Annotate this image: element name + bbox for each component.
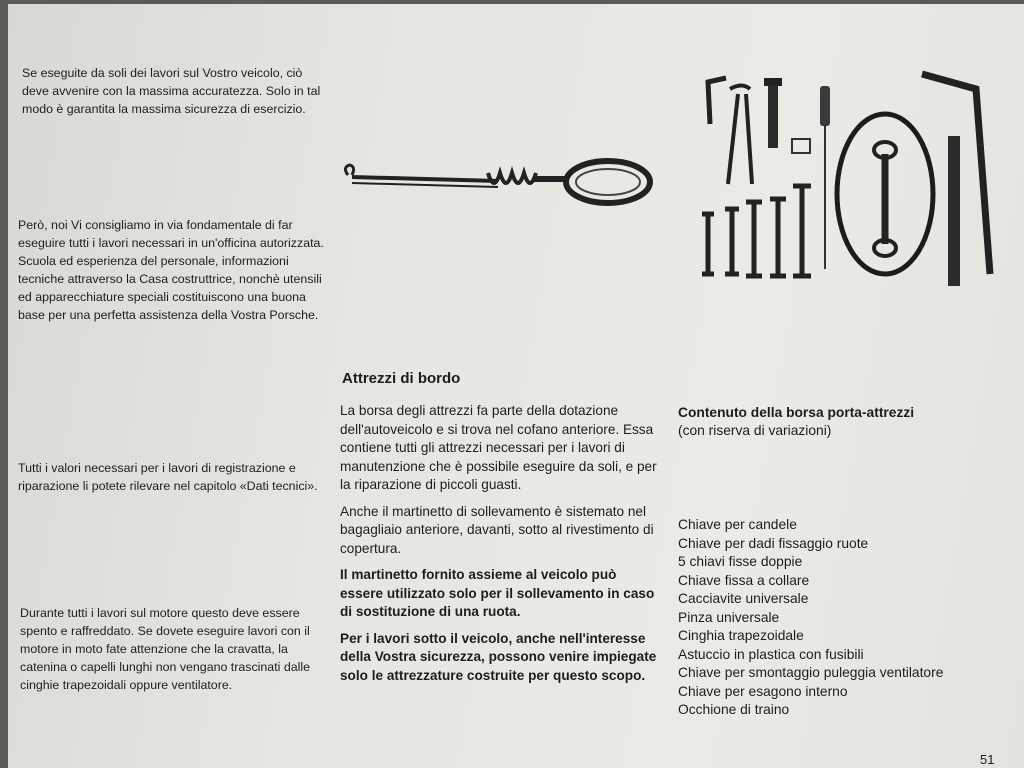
list-item: Astuccio in plastica con fusibili bbox=[678, 646, 864, 662]
list-item: Pinza universale bbox=[678, 609, 780, 625]
section-body bbox=[340, 402, 658, 685]
toolkit-tools-icon bbox=[690, 64, 1010, 294]
under-vehicle-warning: Per i lavori sotto il veicolo, anche nell'interesse della Vostra sicurezza, possono venire impiegate solo le attrezzature costruite per questo scopo. bbox=[340, 630, 657, 683]
list-item: Chiave per smontaggio puleggia ventilatore bbox=[678, 665, 944, 680]
list-item: Chiave per dadi fissaggio ruote bbox=[678, 535, 869, 551]
list-item: 5 chiavi fisse doppie bbox=[678, 554, 803, 569]
section-paragraph: La borsa degli attrezzi fa parte della dotazione dell'autoveicolo e si trova nel cofano anteriore. Essa contiene tutti gli attrezzi necessari per i lavori di manutenzione che è possibile eseguire da soli, e per la riparazione di piccoli guasti. bbox=[340, 403, 657, 492]
note-engine-safety: Durante tutti i lavori sul motore questo deve essere spento e raffreddato. Se dovete eseguire lavori con il motore in moto fate attenzione che la cravatta, la catenina o capelli lunghi non vengano trascinati dalle cinghie trapezoidali oppure ventilatore. bbox=[20, 606, 311, 692]
list-item: Chiave fissa a collare bbox=[678, 572, 810, 588]
section-title: Attrezzi di bordo bbox=[342, 370, 461, 387]
tow-hook-icon bbox=[338, 149, 658, 214]
list-item: Chiave per esagono interno bbox=[678, 683, 848, 699]
note-careful-work: Se eseguite da soli dei lavori sul Vostro veicolo, ciò deve avvenire con la massima accuratezza. Solo in tal modo è garantita la massima sicurezza di esercizio. bbox=[22, 66, 321, 116]
list-item: Cacciavite universale bbox=[678, 591, 809, 606]
note-technical-data: Tutti i valori necessari per i lavori di registrazione e riparazione li potete rilevare nel capitolo «Dati tecnici». bbox=[18, 461, 318, 493]
toolkit-title: Contenuto della borsa porta-attrezzi bbox=[678, 405, 915, 420]
list-item: Cinghia trapezoidale bbox=[678, 628, 804, 643]
manual-page bbox=[8, 4, 1024, 768]
note-authorized-workshop: Però, noi Vi consigliamo in via fondamentale di far eseguire tutti i lavori necessari in un'officina autorizzata. Scuola ed esperienza del personale, informazioni tecniche attraverso la Casa costruttrice, nonchè utensili ed apparecchiature speciali costituiscono una buona base per una perfetta assistenza della Vostra Porsche. bbox=[18, 218, 324, 322]
toolkit-list bbox=[678, 516, 943, 720]
list-item: Chiave per candele bbox=[678, 517, 797, 532]
jack-warning: Il martinetto fornito assieme al veicolo può essere utilizzato solo per il sollevamento in caso di sostituzione di una ruota. bbox=[340, 567, 655, 619]
section-paragraph: Anche il martinetto di sollevamento è sistemato nel bagagliaio anteriore, davanti, sotto al rivestimento di copertura. bbox=[340, 503, 654, 556]
list-item: Occhione di traino bbox=[678, 702, 790, 717]
page-number: 51 bbox=[980, 752, 995, 767]
toolkit-subtitle: (con riserva di variazioni) bbox=[678, 423, 832, 438]
